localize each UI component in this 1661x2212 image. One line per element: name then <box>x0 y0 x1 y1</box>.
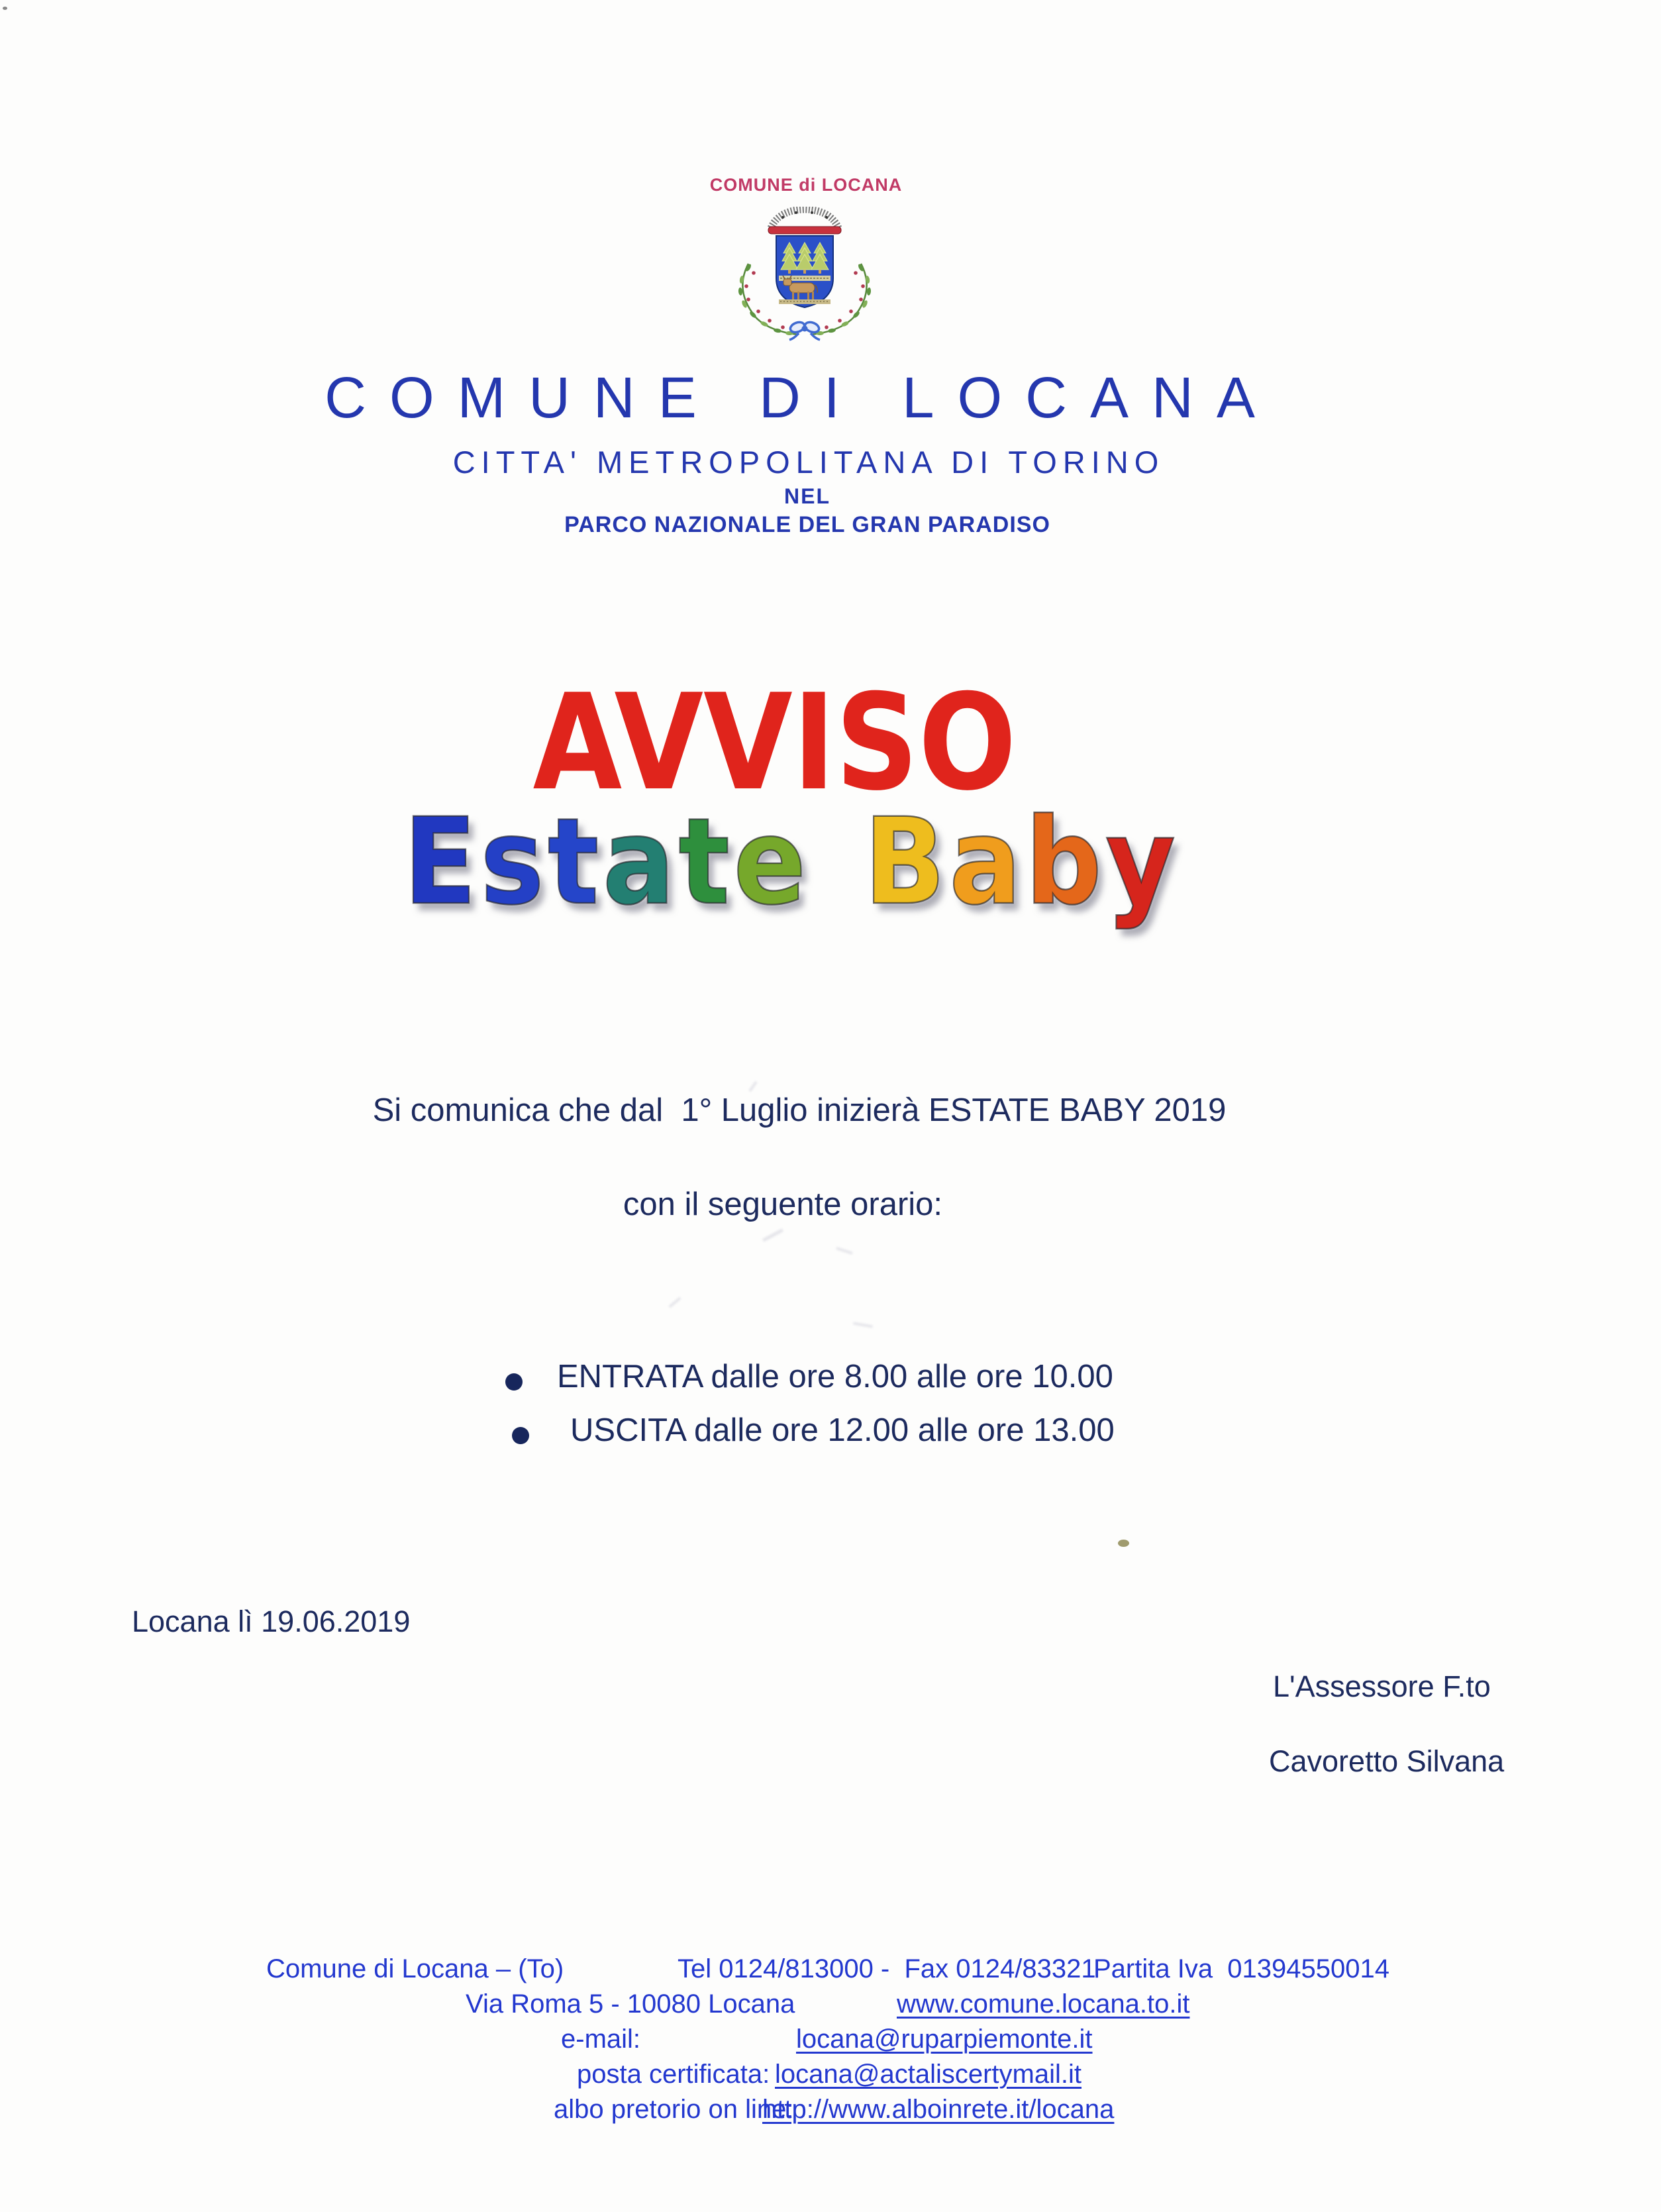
footer-email-link[interactable]: locana@ruparpiemonte.it <box>796 2025 1093 2054</box>
pencil-smudge <box>668 1296 681 1308</box>
scan-speck <box>3 7 7 10</box>
footer-tel-fax: Tel 0124/813000 - Fax 0124/83321 <box>678 1954 1096 1983</box>
intro-line: Si comunica che dal 1° Luglio inizierà ESTATE BABY 2019 <box>372 1092 1227 1128</box>
bullet-icon <box>505 1373 523 1391</box>
pencil-smudge <box>853 1322 873 1328</box>
estate-baby-letter: y <box>1105 793 1180 931</box>
place-date-line: Locana lì 19.06.2019 <box>132 1605 411 1638</box>
estate-baby-letter <box>810 793 864 931</box>
footer-albo-link[interactable]: http://www.alboinrete.it/locana <box>762 2095 1115 2124</box>
estate-baby-letters <box>403 793 1180 931</box>
estate-baby-title <box>0 793 1583 931</box>
footer-row-5 <box>0 2095 1661 2128</box>
estate-baby-letter: a <box>603 793 679 931</box>
ribbon-bow-icon <box>789 321 820 340</box>
pencil-smudge <box>762 1228 783 1241</box>
footer-piva: Partita Iva 01394550014 <box>1093 1954 1390 1983</box>
pencil-smudge <box>836 1247 853 1255</box>
municipal-crest <box>729 207 881 342</box>
estate-baby-letter: E <box>403 793 481 931</box>
pencil-smudge <box>748 1080 758 1092</box>
footer-row-4 <box>0 2060 1661 2093</box>
header-park-name: PARCO NAZIONALE DEL GRAN PARADISO <box>564 512 1050 537</box>
footer-org: Comune di Locana – (To) <box>266 1954 564 1983</box>
scan-speck <box>1118 1540 1129 1547</box>
page-subtitle: CITTA' METROPOLITANA DI TORINO <box>452 445 1165 480</box>
schedule-exit-line: USCITA dalle ore 12.00 alle ore 13.00 <box>570 1412 1115 1448</box>
notice-title-text: AVVISO <box>532 666 1017 820</box>
schedule-label: con il seguente orario: <box>623 1186 943 1222</box>
notice-title <box>0 666 1550 820</box>
estate-baby-letter: B <box>864 793 950 931</box>
footer-row-1 <box>0 1954 1661 1987</box>
page-title: COMUNE DI LOCANA <box>325 366 1278 430</box>
crown-band <box>768 227 841 234</box>
signature-name: Cavoretto Silvana <box>1269 1744 1505 1778</box>
fir-trees-icon <box>781 242 829 270</box>
header-nel: NEL <box>784 484 830 508</box>
footer-email-label: e-mail: <box>561 2025 641 2054</box>
signature-role: L'Assessore F.to <box>1273 1669 1491 1703</box>
estate-baby-letter: t <box>678 793 734 931</box>
estate-baby-letter: e <box>733 793 810 931</box>
footer-albo-label: albo pretorio on line: <box>554 2095 794 2124</box>
footer-row-2 <box>0 1989 1661 2023</box>
crown-icon <box>771 209 838 228</box>
estate-baby-letter: a <box>949 793 1026 931</box>
schedule-entry-line: ENTRATA dalle ore 8.00 alle ore 10.00 <box>557 1359 1113 1395</box>
crest-caption: COMUNE di LOCANA <box>709 175 903 195</box>
estate-baby-letter: b <box>1025 793 1106 931</box>
bullet-icon <box>512 1427 529 1444</box>
footer-pec-label: posta certificata: <box>577 2060 770 2089</box>
estate-baby-letter: t <box>548 793 603 931</box>
footer-address: Via Roma 5 - 10080 Locana <box>466 1989 795 2019</box>
footer-website-link[interactable]: www.comune.locana.to.it <box>897 1989 1190 2019</box>
estate-baby-letter: s <box>480 793 548 931</box>
footer-row-3 <box>0 2025 1661 2058</box>
footer-pec-link[interactable]: locana@actaliscertymail.it <box>775 2060 1082 2089</box>
